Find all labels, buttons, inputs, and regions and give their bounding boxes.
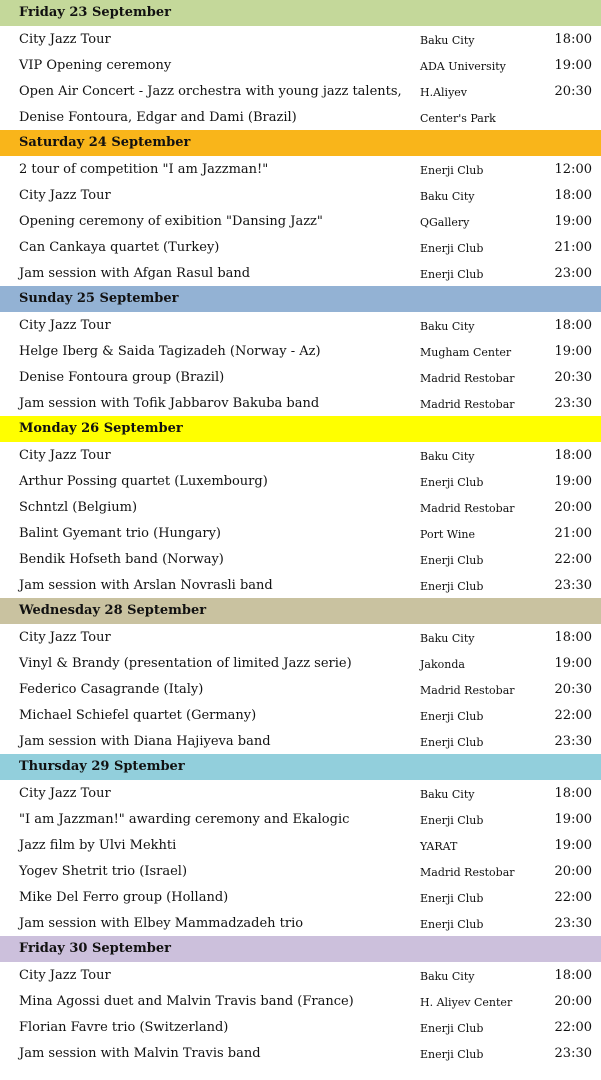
event-row	[0, 364, 601, 390]
event-row	[0, 676, 601, 702]
day-heading-text: Sunday 25 September	[19, 291, 179, 306]
event-row	[0, 962, 601, 988]
event-time: 18:00	[554, 318, 592, 333]
event-time: 23:30	[554, 1046, 592, 1061]
event-venue: Baku City	[420, 970, 475, 983]
event-time: 19:00	[554, 344, 592, 359]
event-venue: Enerji Club	[420, 268, 484, 281]
event-title: Jam session with Arslan Novrasli band	[19, 578, 273, 593]
day-header	[0, 0, 601, 26]
event-title: Opening ceremony of exibition "Dansing Jazz"	[19, 214, 323, 229]
event-row	[0, 104, 601, 130]
event-title: Jam session with Diana Hajiyeva band	[19, 734, 271, 749]
event-title: City Jazz Tour	[19, 318, 111, 333]
event-time: 19:00	[554, 214, 592, 229]
event-row	[0, 208, 601, 234]
day-heading-text: Thursday 29 Sptember	[19, 759, 185, 774]
event-row	[0, 494, 601, 520]
event-time: 22:00	[554, 552, 592, 567]
event-time: 21:00	[554, 240, 592, 255]
event-venue: Center's Park	[420, 112, 496, 125]
event-title: Arthur Possing quartet (Luxembourg)	[19, 474, 268, 489]
event-title: VIP Opening ceremony	[19, 58, 172, 73]
event-title: Vinyl & Brandy (presentation of limited Jazz serie)	[19, 656, 352, 671]
event-title: Denise Fontoura, Edgar and Dami (Brazil)	[19, 110, 297, 125]
event-row	[0, 1040, 601, 1066]
event-row	[0, 52, 601, 78]
event-row	[0, 910, 601, 936]
event-time: 20:30	[554, 84, 592, 99]
event-time: 22:00	[554, 708, 592, 723]
event-row	[0, 832, 601, 858]
day-heading-text: Wednesday 28 September	[19, 603, 207, 618]
event-venue: Baku City	[420, 788, 475, 801]
event-row	[0, 156, 601, 182]
event-time: 18:00	[554, 786, 592, 801]
event-venue: Madrid Restobar	[420, 866, 515, 879]
event-time: 20:00	[554, 864, 592, 879]
event-venue: Jakonda	[420, 658, 465, 671]
event-row	[0, 624, 601, 650]
day-header	[0, 936, 601, 962]
event-time: 20:30	[554, 370, 592, 385]
event-venue: Baku City	[420, 450, 475, 463]
event-row	[0, 260, 601, 286]
day-heading-text: Monday 26 September	[19, 421, 183, 436]
event-venue: Enerji Club	[420, 476, 484, 489]
day-header	[0, 416, 601, 442]
event-time: 21:00	[554, 526, 592, 541]
event-title: Denise Fontoura group (Brazil)	[19, 370, 225, 385]
event-venue: Enerji Club	[420, 892, 484, 905]
event-time: 22:00	[554, 1020, 592, 1035]
event-title: Florian Favre trio (Switzerland)	[19, 1020, 229, 1035]
event-venue: Mugham Center	[420, 346, 512, 359]
event-time: 19:00	[554, 656, 592, 671]
day-header	[0, 130, 601, 156]
event-time: 18:00	[554, 188, 592, 203]
event-time: 23:30	[554, 734, 592, 749]
event-time: 19:00	[554, 474, 592, 489]
event-row	[0, 806, 601, 832]
event-venue: QGallery	[420, 216, 470, 229]
event-venue: Baku City	[420, 34, 475, 47]
event-venue: Baku City	[420, 190, 475, 203]
event-venue: Enerji Club	[420, 710, 484, 723]
day-heading-text: Saturday 24 September	[19, 135, 191, 150]
event-time: 18:00	[554, 448, 592, 463]
event-venue: Enerji Club	[420, 814, 484, 827]
event-venue: H. Aliyev Center	[420, 996, 513, 1009]
event-title: Can Cankaya quartet (Turkey)	[19, 240, 220, 255]
event-time: 12:00	[554, 162, 592, 177]
event-row	[0, 520, 601, 546]
event-title: 2 tour of competition "I am Jazzman!"	[19, 162, 269, 177]
event-row	[0, 780, 601, 806]
event-time: 19:00	[554, 812, 592, 827]
event-title: Open Air Concert - Jazz orchestra with young jazz talents,	[19, 84, 402, 99]
event-title: Balint Gyemant trio (Hungary)	[19, 526, 221, 541]
event-venue: Enerji Club	[420, 580, 484, 593]
event-row	[0, 182, 601, 208]
event-row	[0, 702, 601, 728]
event-venue: Baku City	[420, 320, 475, 333]
event-title: Schntzl (Belgium)	[19, 500, 138, 515]
event-venue: Enerji Club	[420, 164, 484, 177]
event-time: 19:00	[554, 838, 592, 853]
event-title: Helge Iberg & Saida Tagizadeh (Norway - Az)	[19, 344, 321, 359]
event-row	[0, 390, 601, 416]
event-time: 18:00	[554, 968, 592, 983]
event-time: 23:00	[554, 266, 592, 281]
event-time: 22:00	[554, 890, 592, 905]
event-title: Mina Agossi duet and Malvin Travis band (France)	[19, 994, 354, 1009]
event-venue: YARAT	[420, 840, 458, 853]
event-title: Michael Schiefel quartet (Germany)	[19, 708, 257, 723]
event-title: Jam session with Elbey Mammadzadeh trio	[19, 916, 304, 931]
event-venue: Madrid Restobar	[420, 398, 515, 411]
event-venue: Madrid Restobar	[420, 372, 515, 385]
event-time: 18:00	[554, 32, 592, 47]
event-venue: Port Wine	[420, 528, 475, 541]
event-venue: Enerji Club	[420, 918, 484, 931]
event-row	[0, 338, 601, 364]
event-row	[0, 858, 601, 884]
event-title: City Jazz Tour	[19, 968, 111, 983]
event-venue: Enerji Club	[420, 1022, 484, 1035]
event-row	[0, 468, 601, 494]
event-venue: Madrid Restobar	[420, 684, 515, 697]
event-row	[0, 312, 601, 338]
event-row	[0, 1014, 601, 1040]
event-venue: Enerji Club	[420, 554, 484, 567]
event-title: Federico Casagrande (Italy)	[19, 682, 204, 697]
event-time: 18:00	[554, 630, 592, 645]
event-row	[0, 234, 601, 260]
event-title: City Jazz Tour	[19, 32, 111, 47]
event-title: City Jazz Tour	[19, 188, 111, 203]
event-time: 20:00	[554, 500, 592, 515]
event-row	[0, 650, 601, 676]
event-venue: Enerji Club	[420, 242, 484, 255]
event-title: City Jazz Tour	[19, 448, 111, 463]
event-row	[0, 728, 601, 754]
event-venue: Madrid Restobar	[420, 502, 515, 515]
event-time: 23:30	[554, 578, 592, 593]
event-row	[0, 26, 601, 52]
event-venue: Enerji Club	[420, 736, 484, 749]
day-heading-text: Friday 30 September	[19, 941, 171, 956]
day-header	[0, 598, 601, 624]
event-row	[0, 884, 601, 910]
event-title: Jam session with Afgan Rasul band	[19, 266, 251, 281]
event-title: City Jazz Tour	[19, 630, 111, 645]
day-header	[0, 754, 601, 780]
event-title: Jazz film by Ulvi Mekhti	[19, 838, 177, 853]
event-title: Yogev Shetrit trio (Israel)	[19, 864, 188, 879]
event-title: Jam session with Malvin Travis band	[19, 1046, 261, 1061]
event-row	[0, 78, 601, 104]
event-title: Mike Del Ferro group (Holland)	[19, 890, 229, 905]
event-time: 19:00	[554, 58, 592, 73]
event-row	[0, 572, 601, 598]
event-venue: Enerji Club	[420, 1048, 484, 1061]
event-time: 23:30	[554, 916, 592, 931]
day-header	[0, 286, 601, 312]
event-row	[0, 546, 601, 572]
event-venue: Baku City	[420, 632, 475, 645]
event-row	[0, 442, 601, 468]
event-title: Jam session with Tofik Jabbarov Bakuba band	[19, 396, 320, 411]
event-time: 20:30	[554, 682, 592, 697]
event-time: 23:30	[554, 396, 592, 411]
event-time: 20:00	[554, 994, 592, 1009]
event-venue: H.Aliyev	[420, 86, 468, 99]
event-row	[0, 988, 601, 1014]
event-title: City Jazz Tour	[19, 786, 111, 801]
event-title: Bendik Hofseth band (Norway)	[19, 552, 224, 567]
event-title: "I am Jazzman!" awarding ceremony and Ekalogic	[19, 812, 350, 827]
event-venue: ADA University	[420, 60, 506, 73]
day-heading-text: Friday 23 September	[19, 5, 171, 20]
